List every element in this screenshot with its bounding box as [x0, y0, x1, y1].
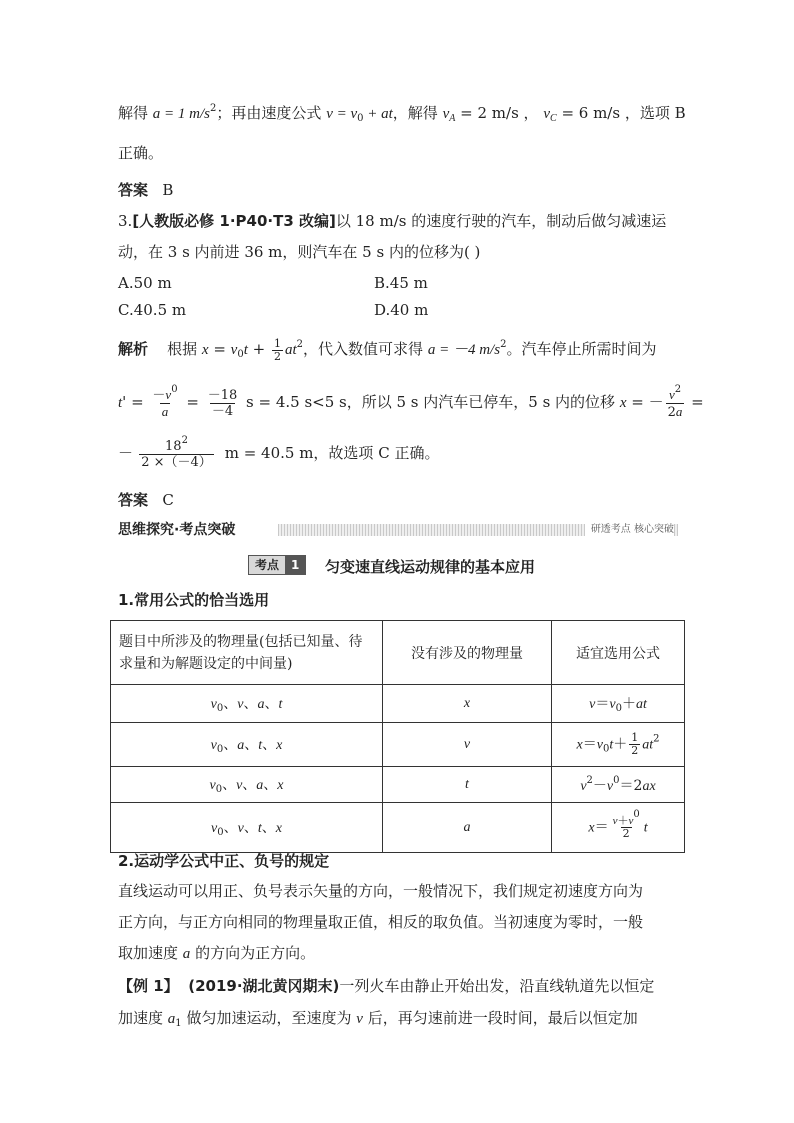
quantities-cell: $v_0$、a、t、x [111, 723, 383, 767]
banner-right-text: 研透考点 核心突破 [585, 522, 674, 538]
quantities-cell: $v_0$、v、a、t [111, 685, 383, 723]
half-fraction: $\frac{1}{2}$ [274, 336, 281, 363]
topic-badge-label: 考点 [249, 556, 285, 574]
quantities-cell: $v_0$、v、a、x [111, 767, 383, 803]
topic-badge [248, 555, 306, 575]
formula-table [110, 620, 685, 853]
table-row [111, 685, 685, 723]
solution-text: 。汽车停止所需时间为 [506, 340, 657, 358]
solution-line-3: － $\frac{18^2}{2 \times(-4)}$ m = 40.5 m，故选项 C 正确。 [118, 434, 440, 470]
paragraph-line: 取加速度 a 的方向为正方向。 [118, 944, 316, 962]
question-number: 3. [118, 212, 133, 230]
missing-quantity-cell: t [383, 767, 552, 803]
solution-text: m = 40.5 m，故选项 C 正确。 [224, 444, 440, 462]
intro-line-2: 正确。 [118, 144, 164, 162]
table-header: 题目中所涉及的物理量(包括已知量、待求量和为解题设定的中间量) [111, 621, 383, 685]
time-fraction-1: $\frac{-v^0}{a}$ [152, 384, 178, 419]
example-line-1 [118, 976, 654, 996]
example-text: 一列火车由静止开始出发，沿直线轨道先以恒定 [339, 977, 655, 995]
question-3-line-2: 动，在 3 s 内前进 36 m，则汽车在 5 s 内的位移为( ) [118, 243, 481, 261]
option-a: A.50 m [118, 274, 172, 292]
table-header: 没有涉及的物理量 [383, 621, 552, 685]
accel-value: a = 1 m/s [152, 106, 211, 122]
accel-result: a = －4 m/s [427, 342, 501, 358]
answer-value: C [162, 491, 174, 509]
section-banner [118, 522, 678, 538]
displacement-fraction: $\frac{v^2}{2a}$ [667, 383, 683, 420]
question-text: 以 18 m/s 的速度行驶的汽车，制动后做匀减速运 [335, 212, 667, 230]
formula-cell: x＝ $\frac{v+v^0}{2}$ t [552, 803, 685, 853]
table-header: 适宜选用公式 [552, 621, 685, 685]
section-title: 匀变速直线运动规律的基本应用 [325, 558, 536, 576]
missing-quantity-cell: x [383, 685, 552, 723]
answer-label: 答案 [118, 181, 149, 199]
intro-text: ，解得 [392, 104, 438, 122]
missing-quantity-cell: a [383, 803, 552, 853]
formula-cell: $v=v_0+at$ [552, 685, 685, 723]
intro-text: 解得 [118, 104, 149, 122]
velocity-formula: v = v [326, 106, 358, 122]
intro-text: ；再由速度公式 [216, 104, 322, 122]
subsection-1-title: 1.常用公式的恰当选用 [118, 591, 270, 609]
answer-value: B [162, 181, 174, 199]
example-label: 【例 1】 [118, 977, 179, 995]
solution-label: 解析 [118, 340, 149, 358]
solution-text: s = 4.5 s<5 s，所以 5 s 内汽车已停车，5 s 内的位移 [246, 393, 616, 411]
table-row [111, 767, 685, 803]
paragraph-line: 正方向，与正方向相同的物理量取正值，相反的取负值。当初速度为零时，一般 [118, 913, 644, 931]
solution-text: 根据 [167, 340, 198, 358]
formula-cell: $x=v_0t+$ $\frac{1}{2}$ $at^2$ [552, 723, 685, 767]
solution-line-2: t' = $\frac{-v^0}{a}$ = $\frac{-18}{-4}$ s = 4.5 s<5 s，所以 5 s 内汽车已停车，5 s 内的位移 x = － $\frac{v^2}{2a}$ = [118, 383, 704, 420]
answer-1 [118, 180, 173, 200]
example-line-2: 加速度 $a_1$ 做匀加速运动，至速度为 v 后，再匀速前进一段时间，最后以恒定加 [118, 1009, 638, 1029]
answer-2 [118, 490, 174, 510]
va-value: = 2 m/s ， [455, 104, 539, 122]
table-header-row [111, 621, 685, 685]
quantities-cell: $v_0$、v、t、x [111, 803, 383, 853]
missing-quantity-cell: v [383, 723, 552, 767]
topic-badge-number: 1 [285, 556, 305, 574]
option-d: D.40 m [374, 301, 429, 319]
paragraph-line: 直线运动可以用正、负号表示矢量的方向，一般情况下，我们规定初速度方向为 [118, 882, 644, 900]
option-b: B.45 m [374, 274, 428, 292]
formula-cell: $v^2-v^0=2ax$ [552, 767, 685, 803]
intro-line-1: 解得 a = 1 $m/s^2$；再由速度公式 $v = v_0$ + at，解得 $v_A = 2$ m/s ， $v_C = 6$ m/s ，选项 B [118, 103, 686, 124]
question-source: [人教版必修 1·P40·T3 改编] [132, 212, 336, 230]
question-3-line-1 [118, 211, 666, 231]
subsection-2-title: 2.运动学公式中正、负号的规定 [118, 852, 330, 870]
table-row [111, 723, 685, 767]
answer-label: 答案 [118, 491, 149, 509]
solution-text: ，代入数值可求得 [303, 340, 424, 358]
example-source: (2019·湖北黄冈期末) [188, 977, 340, 995]
numeric-fraction: $\frac{18^2}{2 \times(-4)}$ [141, 434, 212, 470]
banner-title: 思维探究·考点突破 [118, 522, 241, 538]
time-fraction-2: $\frac{-18}{-4}$ [207, 387, 238, 419]
velocity-formula-tail: + at [363, 106, 393, 122]
option-c: C.40.5 m [118, 301, 187, 319]
vc-value: = 6 m/s ，选项 B [556, 104, 686, 122]
table-row [111, 803, 685, 853]
solution-line-1: 解析 根据 $x = v_0t$ + $\frac{1}{2}$ $at^2$，代入数值可求得 a = －4 $m/s^2$。汽车停止所需时间为 [118, 336, 657, 363]
